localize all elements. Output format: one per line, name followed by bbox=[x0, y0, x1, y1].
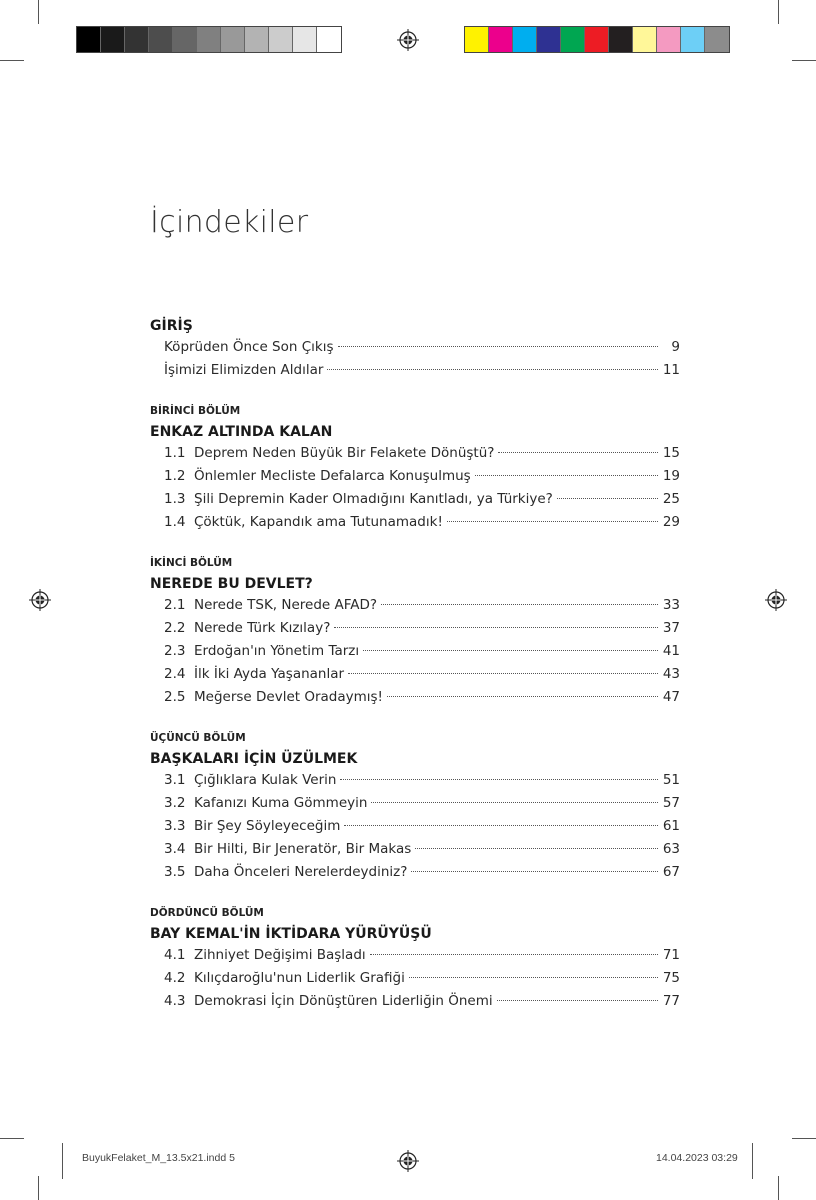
crop-mark bbox=[0, 60, 24, 61]
crop-mark bbox=[778, 1176, 779, 1200]
entry-title: Bir Hilti, Bir Jeneratör, Bir Makas bbox=[194, 841, 412, 857]
entry-title: Önlemler Mecliste Defalarca Konuşulmuş bbox=[194, 468, 471, 484]
entry-title: Zihniyet Değişimi Başladı bbox=[194, 947, 366, 963]
color-swatch bbox=[513, 27, 537, 52]
entry-page-number: 51 bbox=[662, 772, 680, 788]
color-swatch bbox=[705, 27, 729, 52]
dot-leader bbox=[370, 954, 658, 955]
color-swatch bbox=[681, 27, 705, 52]
dot-leader bbox=[338, 346, 659, 347]
entry-title: Bir Şey Söyleyeceğim bbox=[194, 818, 341, 834]
dot-leader bbox=[340, 779, 658, 780]
entry-number: 3.5 bbox=[164, 864, 186, 880]
color-bar bbox=[464, 26, 730, 53]
entry-page-number: 41 bbox=[662, 643, 680, 659]
dot-leader bbox=[363, 650, 658, 651]
entry-title: Demokrasi İçin Dönüştüren Liderliğin Önemi bbox=[194, 993, 493, 1009]
dot-leader bbox=[557, 498, 658, 499]
entry-page-number: 37 bbox=[662, 620, 680, 636]
entry-number: 2.1 bbox=[164, 597, 186, 613]
part-label: İKİNCİ BÖLÜM bbox=[150, 557, 233, 569]
dot-leader bbox=[344, 825, 658, 826]
toc-entry[interactable] bbox=[150, 336, 680, 359]
entry-page-number: 11 bbox=[662, 362, 680, 378]
color-swatch bbox=[317, 27, 341, 52]
color-swatch bbox=[561, 27, 585, 52]
entry-page-number: 75 bbox=[662, 970, 680, 986]
entry-title: Erdoğan'ın Yönetim Tarzı bbox=[194, 643, 360, 659]
entry-number: 4.2 bbox=[164, 970, 186, 986]
crop-mark bbox=[62, 1143, 63, 1179]
entry-title: Çöktük, Kapandık ama Tutunamadık! bbox=[194, 514, 443, 530]
footer-filename: BuyukFelaket_M_13.5x21.indd 5 bbox=[82, 1152, 235, 1164]
entry-title: Daha Önceleri Nerelerdeydiniz? bbox=[194, 864, 408, 880]
toc-entry[interactable] bbox=[150, 617, 680, 640]
entry-page-number: 47 bbox=[662, 689, 680, 705]
toc-entry[interactable] bbox=[150, 967, 680, 990]
color-swatch bbox=[77, 27, 101, 52]
toc-entry[interactable] bbox=[150, 990, 680, 1013]
color-swatch bbox=[489, 27, 513, 52]
entry-number: 3.3 bbox=[164, 818, 186, 834]
dot-leader bbox=[327, 369, 658, 370]
crop-mark bbox=[0, 1138, 24, 1139]
part-title: NEREDE BU DEVLET? bbox=[150, 576, 313, 592]
entry-page-number: 33 bbox=[662, 597, 680, 613]
footer-timestamp: 14.04.2023 03:29 bbox=[656, 1152, 738, 1164]
toc-entry[interactable] bbox=[150, 769, 680, 792]
entry-number: 4.3 bbox=[164, 993, 186, 1009]
gray-color-bar bbox=[76, 26, 342, 53]
dot-leader bbox=[334, 627, 658, 628]
page-title: İçindekiler bbox=[150, 205, 309, 240]
toc-entry[interactable] bbox=[150, 686, 680, 709]
entry-page-number: 61 bbox=[662, 818, 680, 834]
entry-number: 1.4 bbox=[164, 514, 186, 530]
color-swatch bbox=[609, 27, 633, 52]
entry-title: Nerede TSK, Nerede AFAD? bbox=[194, 597, 378, 613]
entry-title: Şili Depremin Kader Olmadığını Kanıtladı, ya Türkiye? bbox=[194, 491, 553, 507]
toc-entry[interactable] bbox=[150, 359, 680, 382]
entry-number: 2.4 bbox=[164, 666, 186, 682]
part-label: DÖRDÜNCÜ BÖLÜM bbox=[150, 907, 264, 919]
dot-leader bbox=[409, 977, 658, 978]
crop-mark bbox=[778, 0, 779, 24]
toc-entry[interactable] bbox=[150, 792, 680, 815]
crop-mark bbox=[38, 1176, 39, 1200]
entry-page-number: 63 bbox=[662, 841, 680, 857]
toc-entry[interactable] bbox=[150, 442, 680, 465]
entry-title: Çığlıklara Kulak Verin bbox=[194, 772, 337, 788]
entry-page-number: 25 bbox=[662, 491, 680, 507]
entry-title: Deprem Neden Büyük Bir Felakete Dönüştü? bbox=[194, 445, 495, 461]
toc-entry[interactable] bbox=[150, 594, 680, 617]
toc-entry[interactable] bbox=[150, 838, 680, 861]
entry-number: 3.4 bbox=[164, 841, 186, 857]
toc-entry[interactable] bbox=[150, 815, 680, 838]
entry-title: Kafanızı Kuma Gömmeyin bbox=[194, 795, 368, 811]
entry-title: Meğerse Devlet Oradaymış! bbox=[194, 689, 383, 705]
entry-page-number: 19 bbox=[662, 468, 680, 484]
entry-number: 1.3 bbox=[164, 491, 186, 507]
entry-title: Köprüden Önce Son Çıkış bbox=[164, 339, 334, 355]
entry-page-number: 57 bbox=[662, 795, 680, 811]
entry-title: İşimizi Elimizden Aldılar bbox=[164, 362, 324, 378]
dot-leader bbox=[447, 521, 658, 522]
toc-entry[interactable] bbox=[150, 944, 680, 967]
color-swatch bbox=[633, 27, 657, 52]
entry-number: 2.2 bbox=[164, 620, 186, 636]
color-swatch bbox=[269, 27, 293, 52]
color-swatch bbox=[657, 27, 681, 52]
entry-number: 2.5 bbox=[164, 689, 186, 705]
toc-entry[interactable] bbox=[150, 465, 680, 488]
entry-title: Kılıçdaroğlu'nun Liderlik Grafiği bbox=[194, 970, 405, 986]
registration-mark-icon bbox=[397, 1150, 419, 1172]
color-swatch bbox=[293, 27, 317, 52]
registration-mark-icon bbox=[765, 589, 787, 611]
table-of-contents bbox=[150, 316, 680, 1013]
registration-mark-icon bbox=[29, 589, 51, 611]
dot-leader bbox=[497, 1000, 658, 1001]
entry-number: 3.2 bbox=[164, 795, 186, 811]
dot-leader bbox=[411, 871, 658, 872]
entry-number: 1.2 bbox=[164, 468, 186, 484]
color-swatch bbox=[197, 27, 221, 52]
color-swatch bbox=[465, 27, 489, 52]
dot-leader bbox=[381, 604, 658, 605]
entry-page-number: 67 bbox=[662, 864, 680, 880]
entry-number: 4.1 bbox=[164, 947, 186, 963]
dot-leader bbox=[387, 696, 658, 697]
color-swatch bbox=[585, 27, 609, 52]
part-title: BAŞKALARI İÇİN ÜZÜLMEK bbox=[150, 751, 358, 767]
toc-entry[interactable] bbox=[150, 488, 680, 511]
dot-leader bbox=[475, 475, 658, 476]
entry-page-number: 9 bbox=[671, 339, 680, 355]
registration-mark-icon bbox=[397, 29, 419, 51]
crop-mark bbox=[792, 1138, 816, 1139]
part-label: ÜÇÜNCÜ BÖLÜM bbox=[150, 732, 246, 744]
section-title: GİRİŞ bbox=[150, 318, 193, 334]
entry-page-number: 71 bbox=[662, 947, 680, 963]
color-swatch bbox=[125, 27, 149, 52]
dot-leader bbox=[348, 673, 658, 674]
dot-leader bbox=[415, 848, 658, 849]
color-swatch bbox=[173, 27, 197, 52]
part-title: BAY KEMAL'İN İKTİDARA YÜRÜYÜŞÜ bbox=[150, 926, 432, 942]
dot-leader bbox=[371, 802, 658, 803]
entry-number: 2.3 bbox=[164, 643, 186, 659]
toc-entry[interactable] bbox=[150, 511, 680, 534]
color-swatch bbox=[537, 27, 561, 52]
entry-title: İlk İki Ayda Yaşananlar bbox=[194, 666, 345, 682]
entry-number: 1.1 bbox=[164, 445, 186, 461]
toc-entry[interactable] bbox=[150, 663, 680, 686]
toc-entry[interactable] bbox=[150, 861, 680, 884]
part-label: BİRİNCİ BÖLÜM bbox=[150, 405, 241, 417]
color-swatch bbox=[149, 27, 173, 52]
crop-mark bbox=[792, 60, 816, 61]
entry-page-number: 15 bbox=[662, 445, 680, 461]
entry-page-number: 29 bbox=[662, 514, 680, 530]
crop-mark bbox=[752, 1143, 753, 1179]
color-swatch bbox=[221, 27, 245, 52]
crop-mark bbox=[38, 0, 39, 24]
dot-leader bbox=[498, 452, 658, 453]
entry-page-number: 77 bbox=[662, 993, 680, 1009]
entry-number: 3.1 bbox=[164, 772, 186, 788]
color-swatch bbox=[245, 27, 269, 52]
color-swatch bbox=[101, 27, 125, 52]
part-title: ENKAZ ALTINDA KALAN bbox=[150, 424, 333, 440]
entry-page-number: 43 bbox=[662, 666, 680, 682]
entry-title: Nerede Türk Kızılay? bbox=[194, 620, 331, 636]
toc-entry[interactable] bbox=[150, 640, 680, 663]
